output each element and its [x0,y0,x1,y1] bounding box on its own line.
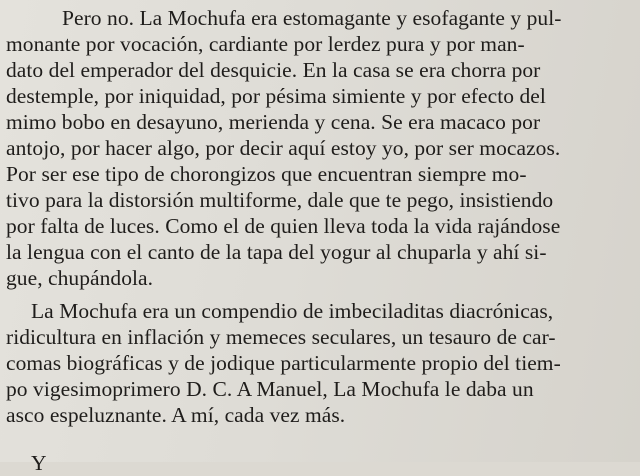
paragraph-1-line-7: Por ser ese tipo de chorongizos que encuentran siempre mo- [6,162,527,186]
paragraph-1-line-5: mimo bobo en desayuno, merienda y cena. Se era macaco por [6,110,541,134]
paragraph-1-line-10: la lengua con el canto de la tapa del yogur al chuparla y ahí si- [6,240,547,264]
cut-off-line: Y [31,451,47,475]
paragraph-1-line-9: por falta de luces. Como el de quien lleva toda la vida rajándose [6,214,561,238]
paragraph-1-line-4: destemple, por iniquidad, por pésima simiente y por efecto del [6,84,546,108]
paragraph-2-line-5: asco espeluznante. A mí, cada vez más. [6,403,346,427]
paragraph-1-line-8: tivo para la distorsión multiforme, dale que te pego, insistiendo [6,188,554,212]
paragraph-1-line-11: gue, chupándola. [6,266,154,290]
paragraph-2-line-4: po vigesimoprimero D. C. A Manuel, La Mochufa le daba un [6,377,534,401]
paragraph-2-line-1: La Mochufa era un compendio de imbeciladitas diacrónicas, [31,299,554,323]
paragraph-1-line-1: Pero no. La Mochufa era estomagante y esofagante y pul- [62,6,562,30]
paragraph-2-line-2: ridicultura en inflación y memeces seculares, un tesauro de car- [6,325,556,349]
paragraph-2-line-3: comas biográficas y de jodique particularmente propio del tiem- [6,351,561,375]
paragraph-1-line-2: monante por vocación, cardiante por lerdez pura y por man- [6,32,525,56]
paragraph-1-line-3: dato del emperador del desquicie. En la casa se era chorra por [6,58,541,82]
paragraph-1-line-6: antojo, por hacer algo, por decir aquí estoy yo, por ser mocazos. [6,136,561,160]
